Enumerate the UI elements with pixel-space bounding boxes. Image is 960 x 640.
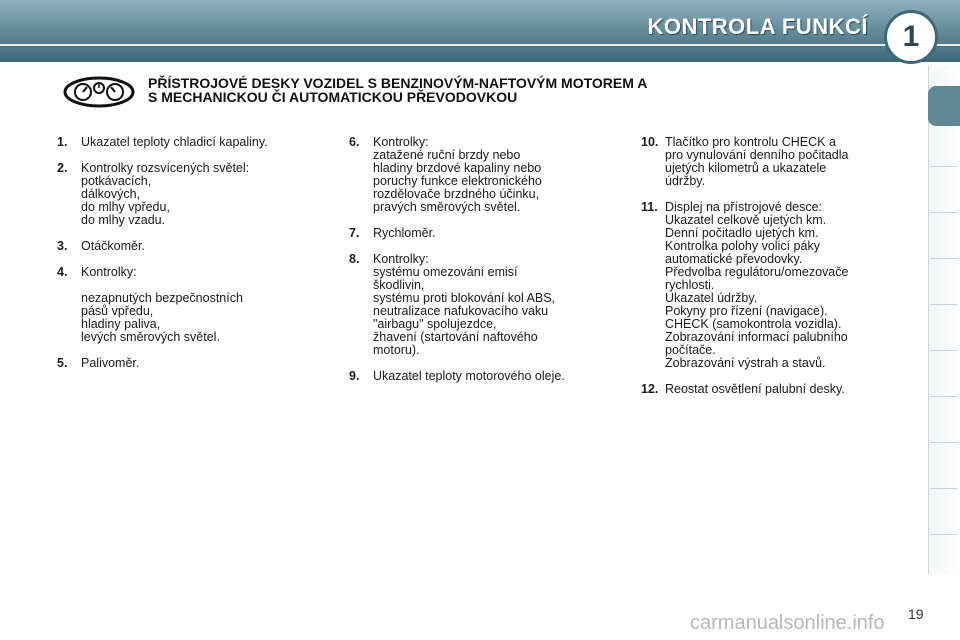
item-number: 9.: [349, 369, 360, 383]
tab-divider: [930, 166, 958, 167]
list-item: [641, 201, 916, 370]
page-number: 19: [908, 606, 924, 622]
tab-divider: [930, 534, 958, 535]
list-item: [641, 383, 916, 396]
item-text: Otáčkoměr.: [81, 239, 145, 253]
item-text: Kontrolky: nezapnutých bezpečnostních pásů vpředu, hladiny paliva, levých směrových světel.: [81, 265, 243, 344]
list-item: [57, 240, 327, 253]
list-item: [349, 370, 619, 383]
tab-divider: [930, 350, 958, 351]
item-number: 8.: [349, 252, 360, 266]
list-item: [57, 162, 327, 227]
column-1: [57, 136, 327, 383]
item-number: 3.: [57, 239, 68, 253]
tab-divider: [930, 488, 958, 489]
watermark: carmanualsonline.info: [690, 612, 885, 634]
list-item: [57, 357, 327, 370]
item-number: 6.: [349, 135, 360, 149]
item-text: Kontrolky rozsvícených světel: potkávacích, dálkových, do mlhy vpředu, do mlhy vzadu.: [81, 161, 250, 227]
tab-divider: [930, 396, 958, 397]
item-number: 11.: [641, 200, 658, 214]
chapter-number-badge: 1: [884, 10, 938, 64]
dashboard-icon: [63, 76, 135, 108]
item-text: Ukazatel teploty chladicí kapaliny.: [81, 135, 268, 149]
item-text: Kontrolky: systému omezování emisí škodlivin, systému proti blokování kol ABS, neutralizace nafukovacího vaku "airbagu" spolujezdce, žhavení (startování naftového motoru).: [373, 252, 556, 357]
item-number: 4.: [57, 265, 68, 279]
item-number: 12.: [641, 382, 659, 396]
tab-divider: [930, 442, 958, 443]
list-item: [641, 136, 916, 188]
tab-divider: [930, 304, 958, 305]
item-text: Displej na přístrojové desce: Ukazatel celkově ujetých km. Denní počitadlo ujetých km. Kontrolka polohy volicí páky automatické převodovky. Předvolba regulátoru/omezovače rychlosti. Ukazatel údržby. Pokyny pro řízení (navigace). CHECK (samokontrola vozidla). Zobrazování informací palubního počítače. Zobrazování výstrah a stavů.: [665, 200, 849, 370]
item-text: Ukazatel teploty motorového oleje.: [373, 369, 565, 383]
header-divider: [0, 44, 960, 46]
column-3: [641, 136, 916, 409]
tab-divider: [930, 258, 958, 259]
item-text: Palivoměr.: [81, 356, 140, 370]
tab-divider: [930, 212, 958, 213]
list-item: [349, 136, 619, 214]
item-number: 5.: [57, 356, 68, 370]
item-text: Reostat osvětlení palubní desky.: [665, 382, 845, 396]
item-text: Tlačítko pro kontrolu CHECK a pro vynulování denního počitadla ujetých kilometrů a ukazatele údržby.: [665, 135, 849, 188]
side-tab-active[interactable]: [928, 86, 960, 126]
section-title: PŘÍSTROJOVÉ DESKY VOZIDEL S BENZINOVÝM-NAFTOVÝM MOTOREM A S MECHANICKOU ČI AUTOMATICKOU PŘEVODOVKOU: [148, 75, 648, 105]
list-item: [57, 136, 327, 149]
list-item: [349, 253, 619, 357]
item-number: 10.: [641, 135, 659, 149]
side-tab-strip: [928, 66, 960, 574]
list-item: [57, 266, 327, 344]
item-number: 7.: [349, 226, 360, 240]
item-text: Rychloměr.: [373, 226, 436, 240]
item-number: 1.: [57, 135, 68, 149]
item-text: Kontrolky: zatažené ruční brzdy nebo hladiny brzdové kapaliny nebo poruchy funkce elektronického rozdělovače brzdného účinku, pravých směrových světel.: [373, 135, 542, 214]
item-number: 2.: [57, 161, 68, 175]
chapter-title: KONTROLA FUNKCÍ: [647, 14, 868, 39]
column-2: [349, 136, 619, 396]
list-item: [349, 227, 619, 240]
